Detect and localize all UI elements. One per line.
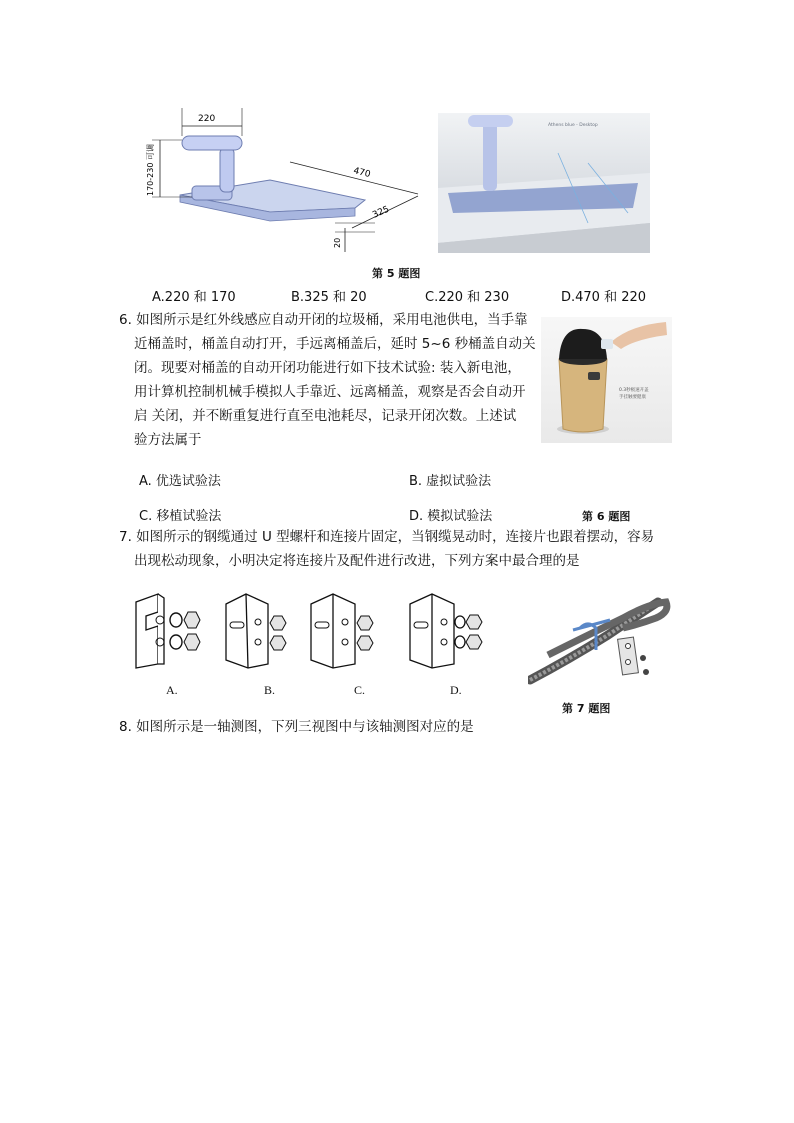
q5-option-a: A.220 和 170 bbox=[152, 290, 236, 305]
q7-option-a-drawing bbox=[128, 590, 208, 670]
q5-dim-height: 170-230 可调 bbox=[146, 144, 155, 196]
q5-option-d: D.470 和 220 bbox=[561, 290, 647, 305]
q7-option-a-label: A. bbox=[166, 683, 178, 697]
q5-dim-470: 470 bbox=[352, 166, 372, 181]
q6-photo-text-1: 0.3秒极速开盖 bbox=[619, 388, 649, 393]
q6-line-3: 闭。现要对桶盖的自动开闭功能进行如下技术试验: 装入新电池， bbox=[134, 360, 521, 376]
q6-option-d: D. 模拟试验法 bbox=[409, 509, 493, 524]
q6-figure-caption: 第 6 题图 bbox=[582, 510, 631, 523]
q7-option-d-label: D. bbox=[450, 683, 462, 697]
q5-option-b: B.325 和 20 bbox=[291, 290, 367, 305]
q7-option-b-drawing bbox=[220, 590, 300, 670]
q7-option-c-label: C. bbox=[354, 683, 366, 697]
photo-overlay-text: Athens blue - Desktop bbox=[548, 123, 598, 128]
q5-dim-220: 220 bbox=[198, 114, 216, 124]
q7-figure-caption: 第 7 题图 bbox=[562, 702, 611, 715]
q6-trash-bin-photo bbox=[541, 317, 672, 443]
q6-line-6: 验方法属于 bbox=[134, 432, 202, 448]
q5-dim-325: 325 bbox=[371, 204, 391, 221]
q7-line-2: 出现松动现象，小明决定将连接片及配件进行改进，下列方案中最合理的是 bbox=[134, 553, 580, 569]
q7-cable-figure bbox=[528, 590, 673, 690]
q5-dimension-drawing bbox=[140, 100, 440, 260]
q5-product-photo bbox=[438, 113, 650, 253]
q7-question-text bbox=[119, 525, 779, 573]
q8-question-text: 8. 如图所示是一轴测图，下列三视图中与该轴测图对应的是 bbox=[119, 719, 474, 735]
q5-option-c: C.220 和 230 bbox=[425, 290, 510, 305]
q6-line-4: 用计算机控制机械手模拟人手靠近、远离桶盖，观察是否会自动开 bbox=[134, 384, 526, 400]
q7-option-c-drawing bbox=[305, 590, 385, 670]
q6-line-1: 6. 如图所示是红外线感应自动开闭的垃圾桶，采用电池供电，当手靠 bbox=[119, 312, 528, 328]
q5-figure-caption: 第 5 题图 bbox=[372, 267, 421, 280]
q6-line-5: 启 关闭，并不断重复进行直至电池耗尽，记录开闭次数。上述试 bbox=[134, 408, 517, 424]
q7-option-d-drawing bbox=[404, 590, 494, 670]
q5-dim-20: 20 bbox=[333, 237, 342, 248]
q7-option-b-label: B. bbox=[264, 683, 276, 697]
q6-option-a: A. 优选试验法 bbox=[139, 474, 221, 489]
q6-option-c: C. 移植试验法 bbox=[139, 509, 222, 524]
q6-question-text bbox=[119, 308, 539, 452]
q6-photo-text-2: 手挂触要健康 bbox=[619, 395, 646, 400]
q6-line-2: 近桶盖时，桶盖自动打开，手远离桶盖后，延时 5~6 秒桶盖自动关 bbox=[134, 336, 536, 352]
q7-line-1: 7. 如图所示的钢缆通过 U 型螺杆和连接片固定，当钢缆晃动时，连接片也跟着摆动，容易 bbox=[119, 529, 655, 545]
q6-option-b: B. 虚拟试验法 bbox=[409, 474, 492, 489]
